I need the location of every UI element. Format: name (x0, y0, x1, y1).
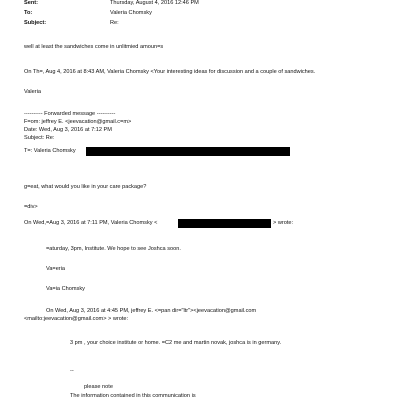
div-fragment: =div> (24, 204, 38, 210)
forwarded-date: Date: Wed, Aug 3, 2016 at 7:12 PM (24, 127, 112, 133)
to-label: To: (24, 10, 33, 16)
forwarded-from: F=om: jeffrey E. <jeevacation@gmail.c=m> (24, 119, 132, 125)
forwarded-subject: Subject: Re: (24, 135, 55, 141)
body-line-2: On Th=, Aug 4, 2016 at 8:43 AM, Valeria Chomsky <Your interesting ideas for discussion and a couple of sandwiches. (24, 69, 316, 75)
wrote-line-1-end: > wrote: (273, 220, 294, 226)
sent-value: Thursday, August 4, 2016 12:46 PM (110, 0, 199, 6)
please-note: please note (84, 384, 113, 390)
signature-valeria-chomsky: Va=ia Chomsky (46, 286, 85, 292)
saturday-line: =aturday, 3pm, Institute. We hope to see Joshca soon. (46, 246, 181, 252)
to-value: Valeria Chomsky (110, 10, 152, 16)
body-line-1: well at least the sandwiches come in unlitmied amoun=s (24, 44, 164, 50)
forwarded-to: T=: Valeria Chomsky (24, 148, 76, 154)
meeting-line: 3 pm , your choice institute or home. =C2 me and martin novak, joshca is in germany. (70, 340, 282, 346)
forwarded-header: ---------- Forwarded message ---------- (24, 111, 116, 117)
disclaimer-line: The information contained in this communication is (70, 393, 196, 399)
wrote-line-2a: On Wed, Aug 3, 2016 at 4:45 PM, jeffrey E. <=pan dir="ltr"><jeevacation@gmail.com (46, 308, 257, 314)
body-signature: Valeria (24, 89, 41, 95)
redaction-bar (178, 219, 271, 228)
signature-vaeria: Va=eria (46, 266, 66, 272)
subject-value: Re: (110, 20, 119, 26)
sent-label: Sent: (24, 0, 38, 6)
signature-dashes: -- (70, 368, 74, 374)
subject-label: Subject: (24, 20, 47, 26)
wrote-line-2b: <mailto:jeevacation@gmail.com> > wrote: (24, 316, 129, 322)
care-package-line: g=eat, what would you like in your care package? (24, 184, 147, 190)
wrote-line-1-start: On Wed,=Aug 3, 2016 at 7:11 PM, Valeria Chomsky < (24, 220, 158, 226)
redaction-bar (86, 147, 290, 156)
